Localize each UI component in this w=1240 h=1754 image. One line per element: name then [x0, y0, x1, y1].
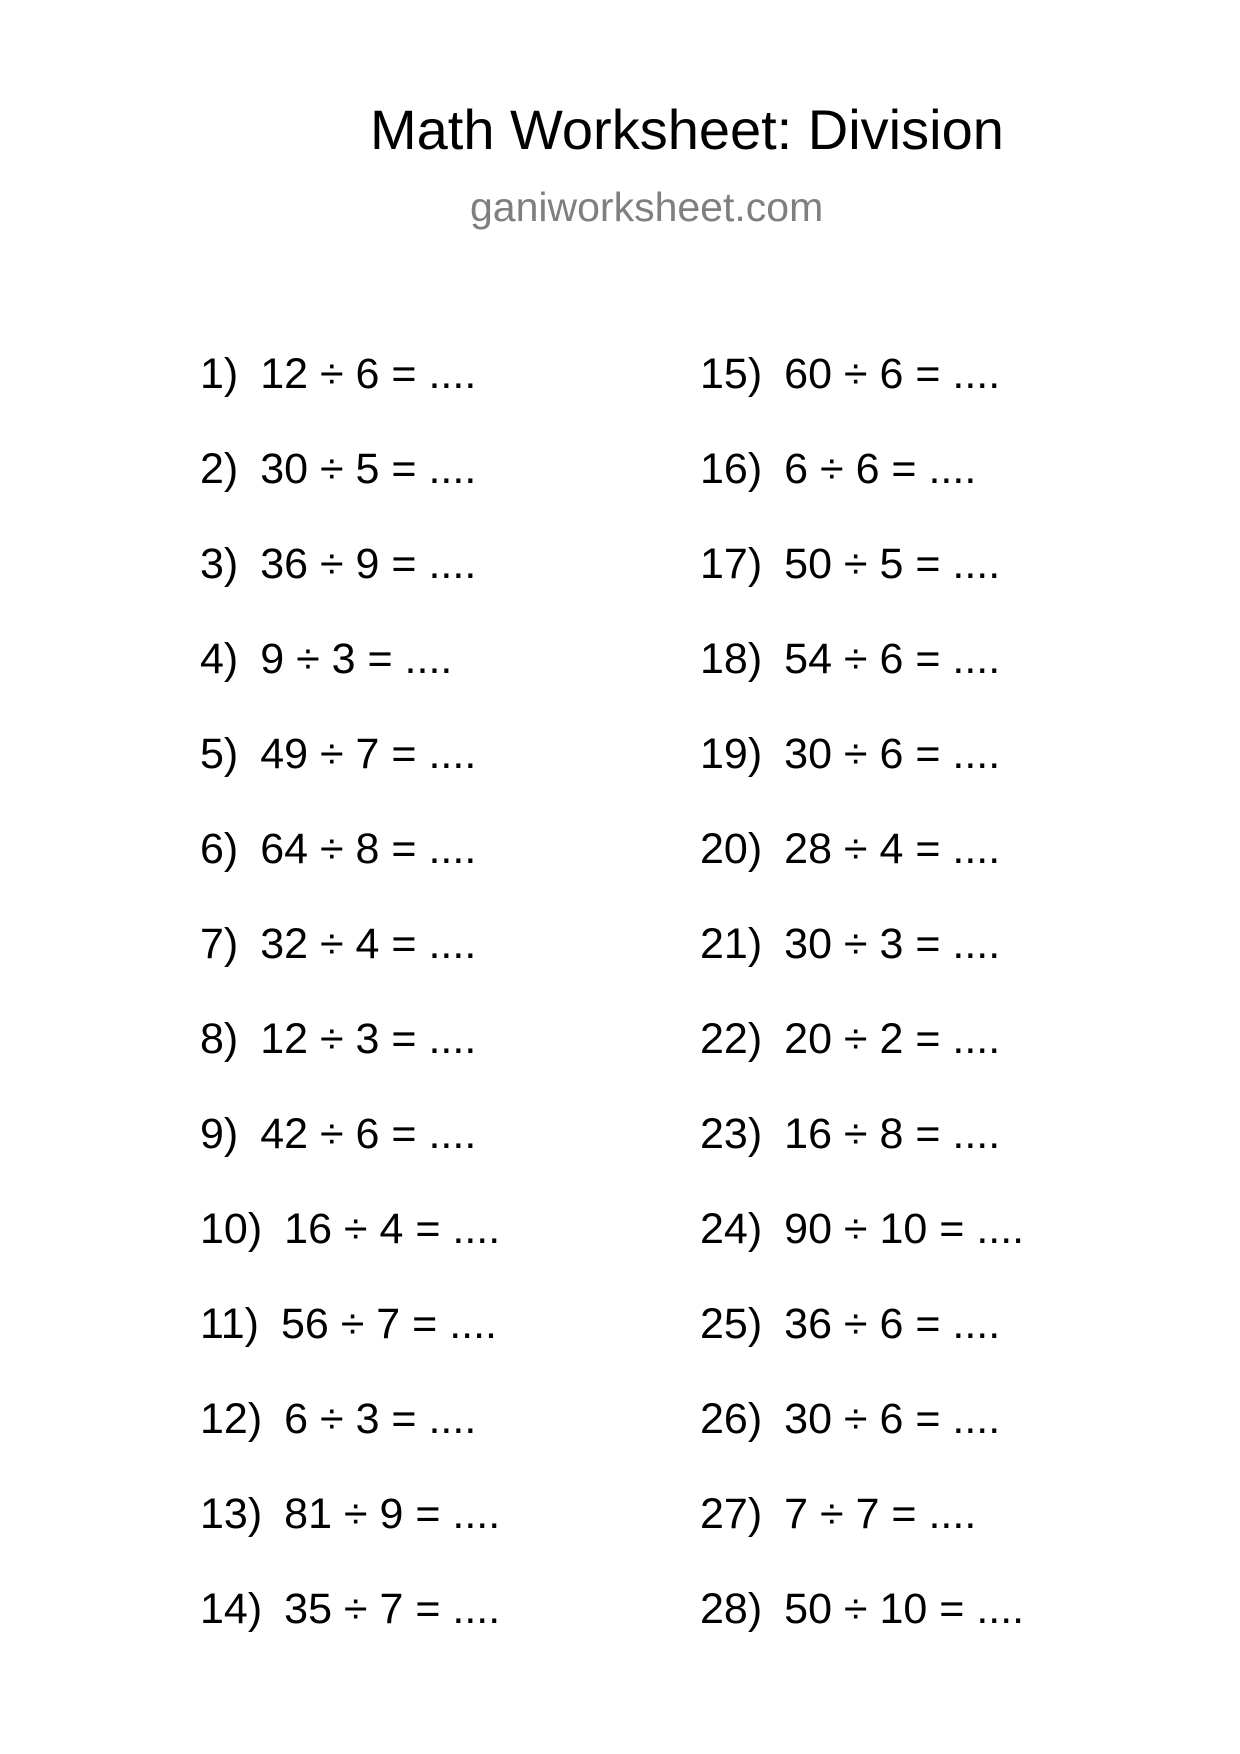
- problems-column-right: [700, 348, 1024, 1678]
- problem-number: 26): [700, 1395, 763, 1443]
- problem-item: [200, 823, 500, 918]
- problem-item: [700, 918, 1024, 1013]
- problem-expression: 32 ÷ 4 = ....: [260, 920, 477, 968]
- problem-number: 23): [700, 1110, 763, 1158]
- problem-expression: 20 ÷ 2 = ....: [784, 1015, 1001, 1063]
- problem-expression: 16 ÷ 8 = ....: [784, 1110, 1001, 1158]
- problem-item: [200, 1013, 500, 1108]
- problem-item: [200, 1108, 500, 1203]
- problem-expression: 56 ÷ 7 = ....: [280, 1300, 497, 1348]
- problem-expression: 64 ÷ 8 = ....: [260, 825, 477, 873]
- problem-item: [700, 1013, 1024, 1108]
- problem-expression: 7 ÷ 7 = ....: [784, 1490, 977, 1538]
- problem-item: [700, 1583, 1024, 1678]
- problem-number: 18): [700, 635, 763, 683]
- problem-number: 15): [700, 350, 763, 398]
- problem-number: 8): [200, 1015, 239, 1063]
- problem-item: [700, 823, 1024, 918]
- problem-number: 13): [200, 1490, 263, 1538]
- problem-number: 10): [200, 1205, 263, 1253]
- problem-number: 25): [700, 1300, 763, 1348]
- problem-number: 9): [200, 1110, 239, 1158]
- problem-item: [200, 728, 500, 823]
- problem-number: 28): [700, 1585, 763, 1633]
- problem-number: 12): [200, 1395, 263, 1443]
- problem-item: [700, 633, 1024, 728]
- problem-expression: 81 ÷ 9 = ....: [284, 1490, 501, 1538]
- problem-item: [700, 728, 1024, 823]
- problem-item: [200, 443, 500, 538]
- problem-number: 11): [200, 1300, 259, 1348]
- problem-number: 24): [700, 1205, 763, 1253]
- problem-expression: 30 ÷ 5 = ....: [260, 445, 477, 493]
- problem-number: 7): [200, 920, 239, 968]
- problem-expression: 30 ÷ 6 = ....: [784, 1395, 1001, 1443]
- problem-item: [200, 918, 500, 1013]
- problem-expression: 30 ÷ 3 = ....: [784, 920, 1001, 968]
- problem-expression: 6 ÷ 6 = ....: [784, 445, 977, 493]
- problem-item: [700, 348, 1024, 443]
- problem-expression: 12 ÷ 3 = ....: [260, 1015, 477, 1063]
- problem-number: 3): [200, 540, 239, 588]
- problem-number: 17): [700, 540, 763, 588]
- problem-item: [200, 1393, 500, 1488]
- problem-number: 22): [700, 1015, 763, 1063]
- problem-expression: 36 ÷ 9 = ....: [260, 540, 477, 588]
- problem-number: 4): [200, 635, 239, 683]
- problem-item: [200, 348, 500, 443]
- problem-expression: 50 ÷ 10 = ....: [784, 1585, 1025, 1633]
- problem-number: 19): [700, 730, 763, 778]
- problems-column-left: [200, 348, 500, 1678]
- problem-number: 16): [700, 445, 763, 493]
- problem-item: [700, 1488, 1024, 1583]
- problem-number: 20): [700, 825, 763, 873]
- problem-expression: 35 ÷ 7 = ....: [284, 1585, 501, 1633]
- problem-item: [200, 633, 500, 728]
- problem-number: 1): [200, 350, 239, 398]
- problem-item: [700, 443, 1024, 538]
- problem-number: 5): [200, 730, 239, 778]
- problem-item: [200, 1203, 500, 1298]
- problem-expression: 36 ÷ 6 = ....: [784, 1300, 1001, 1348]
- website-credit: ganiworksheet.com: [470, 184, 824, 230]
- problem-item: [700, 1298, 1024, 1393]
- problem-item: [700, 1203, 1024, 1298]
- problem-number: 2): [200, 445, 239, 493]
- problem-item: [700, 1108, 1024, 1203]
- problem-item: [700, 538, 1024, 633]
- problem-item: [200, 1488, 500, 1583]
- problem-expression: 42 ÷ 6 = ....: [260, 1110, 477, 1158]
- problem-item: [700, 1393, 1024, 1488]
- problem-expression: 54 ÷ 6 = ....: [784, 635, 1001, 683]
- problem-number: 21): [700, 920, 763, 968]
- problem-number: 6): [200, 825, 239, 873]
- problem-expression: 49 ÷ 7 = ....: [260, 730, 477, 778]
- worksheet-title: Math Worksheet: Division: [370, 98, 1004, 161]
- problem-expression: 90 ÷ 10 = ....: [784, 1205, 1025, 1253]
- problem-expression: 60 ÷ 6 = ....: [784, 350, 1001, 398]
- problem-expression: 6 ÷ 3 = ....: [284, 1395, 477, 1443]
- problem-item: [200, 1298, 500, 1393]
- problem-number: 27): [700, 1490, 763, 1538]
- problem-item: [200, 1583, 500, 1678]
- problem-expression: 9 ÷ 3 = ....: [260, 635, 453, 683]
- problem-expression: 50 ÷ 5 = ....: [784, 540, 1001, 588]
- problem-item: [200, 538, 500, 633]
- problem-expression: 30 ÷ 6 = ....: [784, 730, 1001, 778]
- problem-expression: 12 ÷ 6 = ....: [260, 350, 477, 398]
- problem-expression: 16 ÷ 4 = ....: [284, 1205, 501, 1253]
- problem-number: 14): [200, 1585, 263, 1633]
- problem-expression: 28 ÷ 4 = ....: [784, 825, 1001, 873]
